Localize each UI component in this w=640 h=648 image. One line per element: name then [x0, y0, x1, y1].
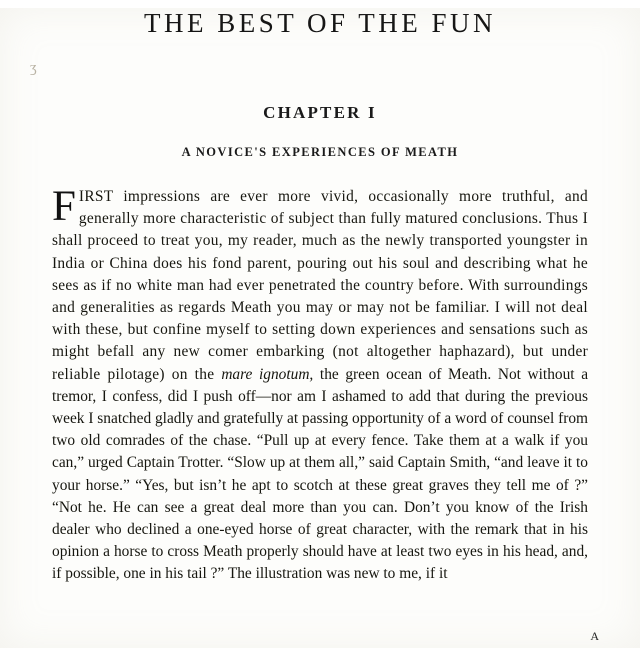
paragraph-text-part-2: the green ocean of Meath. Not without a tremor, I confess, did I push off—nor am I ashamed to add that during the previous week I snatched gladly and gratefully at passing opportunity of a word of counsel from two old comrades of the chase. “Pull up at every fence. Take them at a walk if you can,” urged Captain Trotter. “Slow up at them all,” said Captain Smith, “and leave it to your horse.” “Yes, but isn’t he apt to scotch at these great graves they tell me of ?” “Not he. He can see a great deal more than you can. Don’t you know of the Irish dealer who declined a one-eyed horse of great character, with the remark that in his opinion a horse to cross Meath properly should have at least two eyes in his head, and, if possible, one in his tail ?” The illustration was new to me, if it: [52, 365, 589, 583]
paragraph-text-part-1: IRST impressions are ever more vivid, occasionally more truthful, and generally more characteristic of subject than fully matured conclusions. Thus I shall proceed to treat you, my reader, much as the newly transported youngster in India or China does his fond parent, pouring out his soul and describing what he sees as if no white man had ever penetrated the country before. With surroundings and generalities as regards Meath you may or may not be familiar. I will not deal with these, but confine myself to setting down experiences and sensations such as might befall any new comer embarking (not altogether haphazard), but under reliable pilotage) on the: [52, 188, 588, 383]
signature-mark: A: [590, 629, 600, 643]
drop-cap: F: [52, 183, 76, 230]
running-head: THE BEST OF THE FUN: [143, 8, 497, 38]
latin-phrase: mare ignotum,: [221, 365, 314, 383]
opening-paragraph: [52, 183, 589, 586]
body-text-block: [52, 183, 589, 586]
chapter-subtitle: A NOVICE'S EXPERIENCES OF MEATH: [181, 145, 459, 159]
chapter-title: CHAPTER I: [263, 103, 377, 122]
book-page: [0, 8, 640, 648]
margin-annotation-mark: ʒ: [30, 60, 37, 76]
